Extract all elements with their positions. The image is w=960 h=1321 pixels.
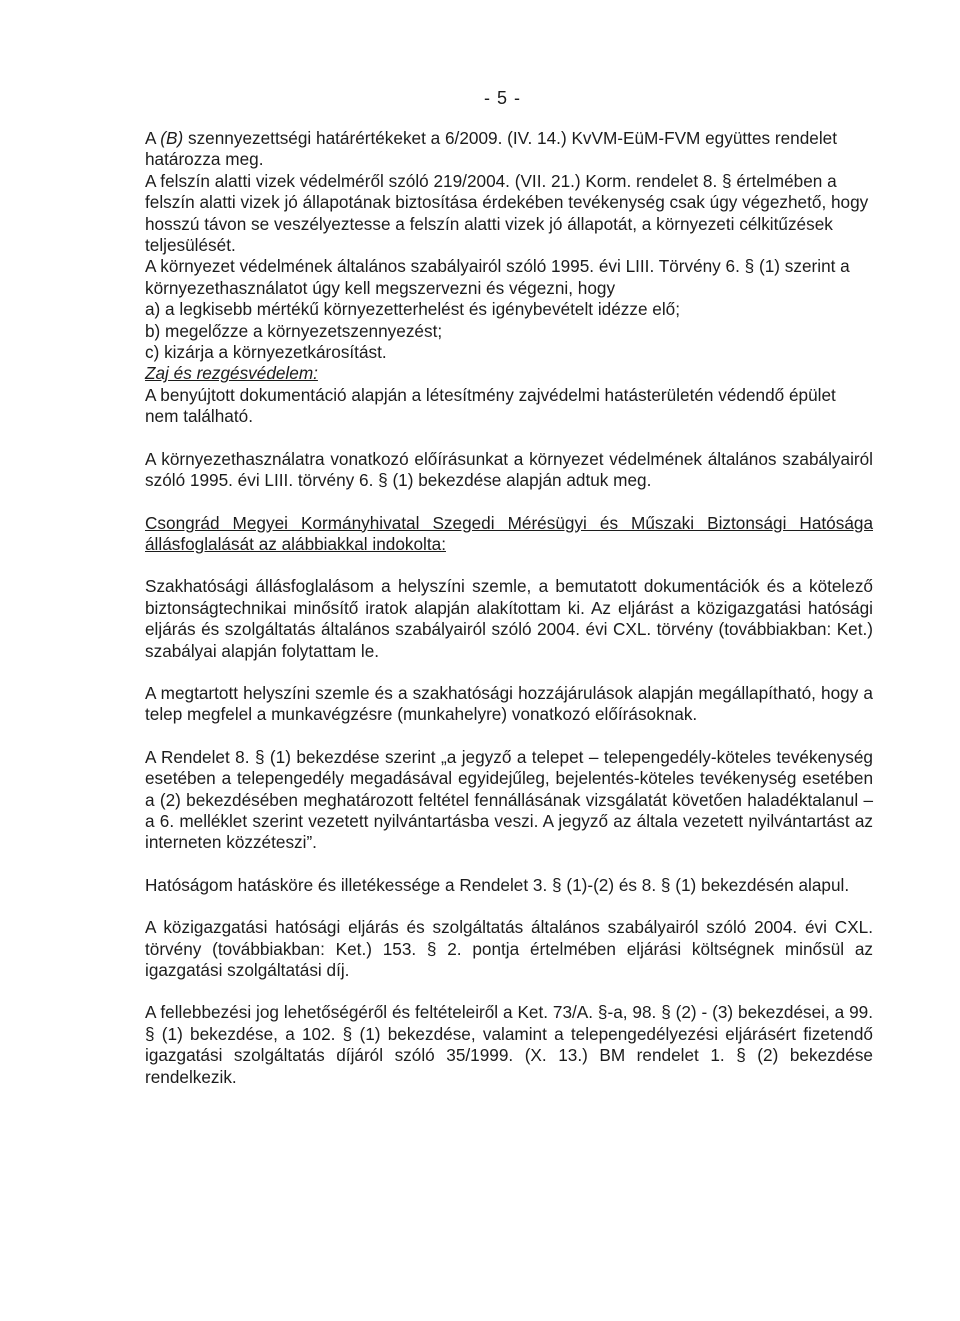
document-body xyxy=(145,128,873,1088)
noise-heading: Zaj és rezgésvédelem: xyxy=(145,363,318,384)
list-item-a: a) a legkisebb mértékű környezetterhelést és igénybevételt idézze elő; xyxy=(145,299,681,320)
text-rest: szennyezettségi határértékeket a 6/2009. (IV. 14.) KvVM-EüM-FVM együttes rendelet határozza meg. xyxy=(145,128,837,170)
paragraph-competence: Hatóságom hatásköre és illetékessége a Rendelet 3. § (1)-(2) és 8. § (1) bekezdésén alapul. xyxy=(145,874,850,895)
paragraph-costs: A közigazgatási hatósági eljárás és szolgáltatás általános szabályairól szóló 2004. évi CXL. törvény (továbbiakban: Ket.) 153. § 2. pontja értelmében eljárási költségnek minősül az igazgatási szolgáltatási díj. xyxy=(145,917,873,980)
paragraph-expert-opinion: Szakhatósági állásfoglalásom a helyszíni szemle, a bemutatott dokumentációk és a kötelező biztonságtechnikai minősítő iratok alapján alakítottam ki. Az eljárást a közigazgatási hatósági eljárás és szolgáltatás általános szabályairól szóló 2004. évi CXL. törvény (továbbiakban: Ket.) szabályai alapján folytattam le. xyxy=(145,576,873,661)
page-number: - 5 - xyxy=(484,88,522,108)
paragraph-env-requirement: A környezethasználatra vonatkozó előírásunkat a környezet védelmének általános szabályairól szóló 1995. évi LIII. törvény 6. § (1) bekezdése alapján adtuk meg. xyxy=(145,448,873,491)
italic-b: (B) xyxy=(160,128,184,148)
paragraph-env-law: A környezet védelmének általános szabályairól szóló 1995. évi LIII. Törvény 6. § (1) szerint a környezethasználatot úgy kell megszervezni és végezni, hogy xyxy=(145,256,850,298)
paragraph-noise: A benyújtott dokumentáció alapján a létesítmény zajvédelmi hatásterületén védendő épület nem található. xyxy=(145,384,836,427)
paragraph-b-limits xyxy=(145,128,873,171)
list-item-c: c) kizárja a környezetkárosítást. xyxy=(145,342,387,363)
list-item-b: b) megelőzze a környezetszennyezést; xyxy=(145,320,443,341)
paragraph-appeal: A fellebbezési jog lehetőségéről és feltételeiről a Ket. 73/A. §-a, 98. § (2) - (3) bekezdései, a 99. § (1) bekezdése, a 102. § (1) bekezdése, valamint a telepengedélyezési eljárásért fizetendő igazgatási szolgáltatás díjáról szóló 35/1999. (X. 13.) BM rendelet 1. § (2) bekezdése rendelkezik. xyxy=(145,1002,873,1087)
paragraph-decree-8: A Rendelet 8. § (1) bekezdése szerint „a jegyző a telepet – telepengedély-köteles tevékenység esetében a telepengedély megadásával egyidejűleg, bejelentés-köteles tevékenység esetében a (2) bekezdésében meghatározott feltétel fennállásának vizsgálatát követően haladéktalanul – a 6. melléklet szerint vezetett nyilvántartásba veszi. A jegyző az általa vezetett nyilvántartást az interneten közzéteszi”. xyxy=(145,746,873,853)
paragraph-groundwater: A felszín alatti vizek védelméről szóló 219/2004. (VII. 21.) Korm. rendelet 8. § értelmében a felszín alatti vizek jó állapotának biztosítása érdekében tevékenység csak úgy végezhető, hogy hosszú távon se veszélyeztesse a felszín alatti vizek jó állapotát, a környezeti célkitűzések teljesülését. xyxy=(145,170,869,256)
heading-csongrad: Csongrád Megyei Kormányhivatal Szegedi Mérésügyi és Műszaki Biztonsági Hatósága állásfoglalását az alábbiakkal indokolta: xyxy=(145,512,873,554)
text-prefix: A xyxy=(145,128,161,148)
paragraph-inspection: A megtartott helyszíni szemle és a szakhatósági hozzájárulások alapján megállapítható, hogy a telep megfelel a munkavégzésre (munkahelyre) vonatkozó előírásoknak. xyxy=(145,682,873,725)
